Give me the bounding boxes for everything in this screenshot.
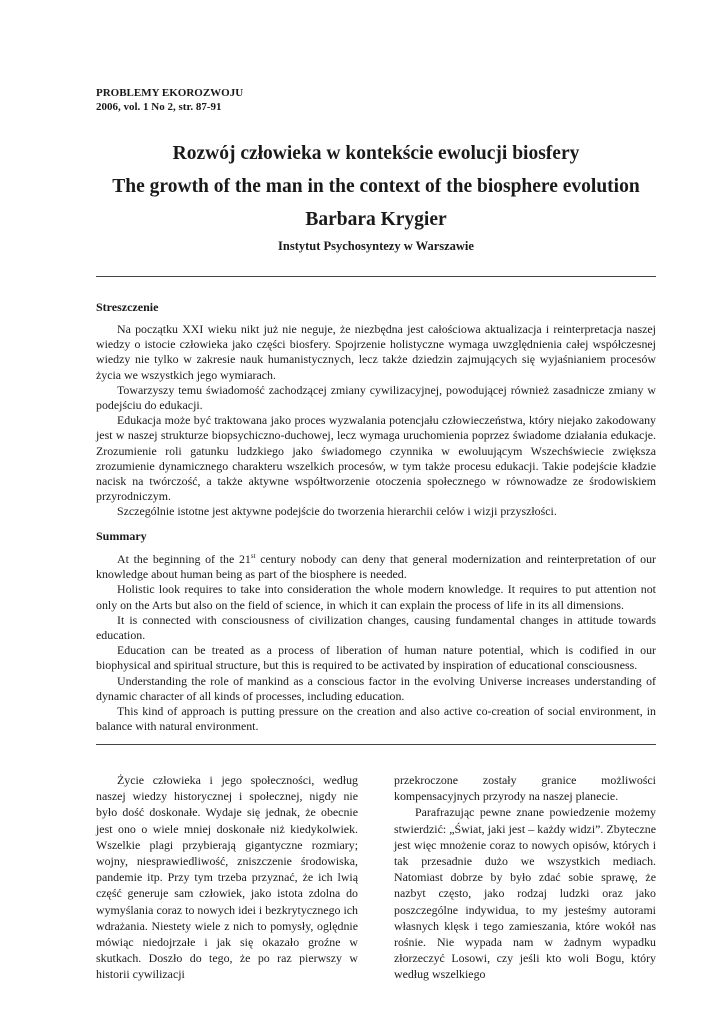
title-english: The growth of the man in the context of the biosphere evolution [112, 176, 640, 197]
journal-name: PROBLEMY EKOROZWOJU [96, 87, 244, 99]
streszczenie-heading: Streszczenie [96, 300, 159, 314]
summary-p1-end: century nobody can deny that general modernization and reinterpretation of our knowledge about human being as part of the biosphere is needed. [96, 552, 656, 582]
summary-paragraph: Education can be treated as a process of liberation of human nature potential, which is codified in our biophysical and spiritual structure, but this is required to be activated by inspiration of educational consciousness. [96, 643, 656, 673]
summary-paragraph [96, 552, 656, 582]
summary-body [96, 552, 656, 734]
summary-paragraph: Understanding the role of mankind as a conscious factor in the evolving Universe increases understanding of dynamic character of all kinds of processes, including education. [96, 673, 656, 703]
body-paragraph-continued: przekroczone zostały granice możliwości kompensacyjnych przyrody na naszej planecie. [394, 773, 656, 804]
divider-bottom [96, 744, 656, 745]
author-affiliation: Instytut Psychosyntezy w Warszawie [278, 239, 474, 253]
body-right-column [394, 772, 656, 983]
author-name: Barbara Krygier [305, 209, 447, 230]
divider-top [96, 276, 656, 277]
streszczenie-body [96, 322, 656, 520]
body-left-column [96, 772, 358, 983]
streszczenie-paragraph: Szczególnie istotne jest aktywne podejście do tworzenia hierarchii celów i wizji przyszłości. [117, 504, 557, 519]
streszczenie-paragraph: Na początku XXI wieku nikt już nie neguje, że niezbędna jest całościowa aktualizacja i reinterpretacja naszej wiedzy o istocie człowieka jako części biosfery. Spojrzenie holistyczne wymaga uwzględnienia całej współczesnej wiedzy nie tylko w zakresie nauk humanistycznych, lecz także dziedzin zajmujących się wyjaśnianiem procesów życia we wszystkich jego wymiarach. [96, 322, 656, 382]
title-polish: Rozwój człowieka w kontekście ewolucji biosfery [172, 143, 580, 164]
summary-paragraph: This kind of approach is putting pressure on the creation and also active co-creation of social environment, in balance with natural environment. [96, 704, 656, 734]
summary-p1-start: At the beginning of the 21 [117, 552, 251, 566]
journal-issue: 2006, vol. 1 No 2, str. 87-91 [96, 101, 222, 113]
body-paragraph: Parafrazując pewne znane powiedzenie możemy stwierdzić: „Świat, jaki jest – każdy widzi”. Zbyteczne jest więc mnożenie coraz to nowych opisów, których i tak przesadnie dużo we wszystkich mediach. Natomiast dobrze by było zdać sobie sprawę, że nazbyt często, jako rodzaj ludzki oraz jako poszczególne indywidua, to my jesteśmy autorami własnych klęsk i tego zamieszania, które wokół nas rośnie. Nie wypada nam w żadnym wypadku złorzeczyć Losowi, czy jeśli kto woli Bogu, który według wszelkiego [394, 805, 656, 982]
body-paragraph: Życie człowieka i jego społeczności, według naszej wiedzy historycznej i społecznej, nigdy nie było dość doskonałe. Wydaje się jednak, że obecnie jest ono o wiele mniej doskonałe niż kiedykolwiek. Wszelkie plagi przybierają gigantyczne rozmiary; wojny, niesprawiedliwość, zniszczenie środowiska, pandemie itp. Przy tym trzeba przyznać, że ich lwią część generuje sam człowiek, jako istota zdolna do wymyślania coraz to nowych idei i bezkrytycznego ich wdrażania. Niestety wiele z nich to pomysły, oględnie mówiąc niedojrzałe i jak się okazało groźne w skutkach. Doszło do tego, że po raz pierwszy w historii cywilizacji [96, 773, 358, 982]
streszczenie-paragraph: Edukacja może być traktowana jako proces wyzwalania potencjału człowieczeństwa, który niejako zakodowany jest w naszej strukturze biopsychiczno-duchowej, lecz wymaga uruchomienia poprzez świadome działania edukacje. Zrozumienie roli gatunku ludzkiego jako świadomego czynnika w ewoluującym Wszechświecie zwiększa zrozumienie dynamicznego charakteru wszelkich procesów, w tym także procesu edukacji. Takie podejście kładzie nacisk na twórczość, a także aktywne współtworzenie otoczenia społecznego w równowadze ze środowiskiem przyrodniczym. [96, 413, 656, 504]
journal-header [96, 86, 243, 114]
summary-paragraph: It is connected with consciousness of civilization changes, causing fundamental changes in attitude towards education. [96, 612, 656, 643]
summary-heading: Summary [96, 529, 147, 543]
summary-p1-superscript: st [250, 552, 256, 561]
summary-paragraph: Holistic look requires to take into consideration the whole modern knowledge. It requires to put attention not only on the Arts but also on the field of science, in which it can explain the process of life in its all dimensions. [96, 582, 656, 612]
streszczenie-paragraph: Towarzyszy temu świadomość zachodzącej zmiany cywilizacyjnej, powodującej również zasadnicze zmiany w podejściu do edukacji. [96, 382, 656, 413]
